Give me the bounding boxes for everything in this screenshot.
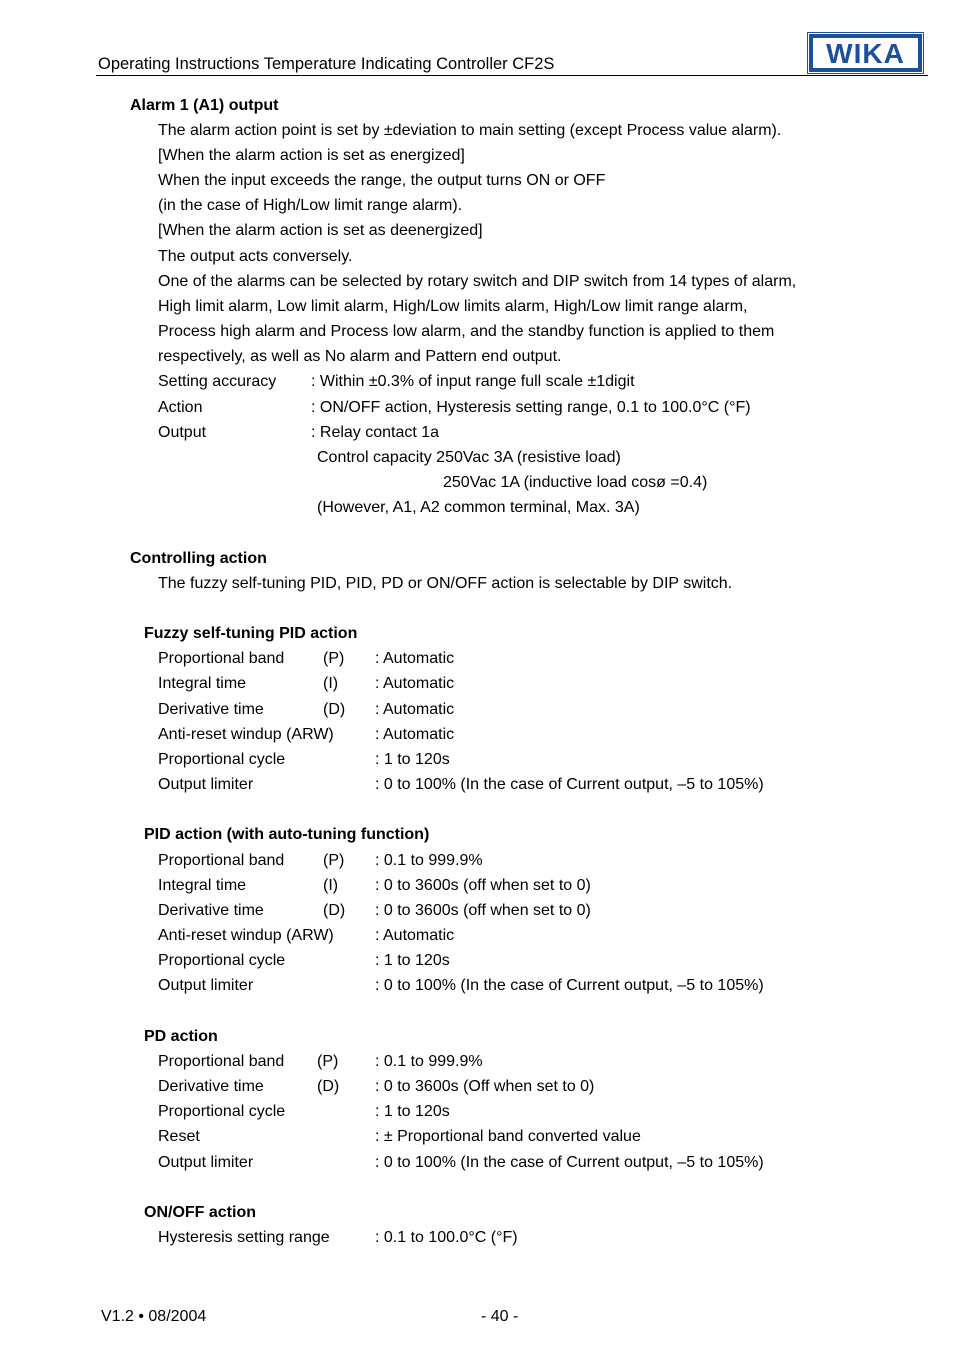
subsection-heading: Fuzzy self-tuning PID action [144,625,358,642]
param-symbol: (P) [323,650,345,667]
param-value: : 0.1 to 999.9% [375,1053,483,1070]
param-value: : Automatic [375,650,455,667]
param-symbol: (I) [323,675,339,692]
param-value: : 0 to 3600s (Off when set to 0) [375,1078,595,1095]
param-value: : 0 to 100% (In the case of Current output, –5 to 105%) [375,776,764,793]
param-label: Output limiter [158,977,254,994]
paragraph-line: High limit alarm, Low limit alarm, High/Low limits alarm, High/Low limit range alarm, [158,298,748,315]
paragraph-line: (in the case of High/Low limit range alarm). [158,197,463,214]
section-heading: Alarm 1 (A1) output [130,97,279,114]
paragraph-line: [When the alarm action is set as energized] [158,147,465,164]
param-symbol: (P) [317,1053,339,1070]
param-value: : 1 to 120s [375,1103,450,1120]
subsection-heading: ON/OFF action [144,1204,256,1221]
svg-text:WIKA: WIKA [826,38,905,69]
param-value: : 0.1 to 999.9% [375,852,483,869]
param-value: : 0 to 100% (In the case of Current output, –5 to 105%) [375,1154,764,1171]
param-label: Derivative time [158,1078,264,1095]
param-symbol: (D) [323,701,346,718]
param-value: : Automatic [375,726,455,743]
param-label: Integral time [158,675,247,692]
param-value: : 0 to 3600s (off when set to 0) [375,877,591,894]
paragraph-line: The output acts conversely. [158,248,353,265]
param-label: Proportional cycle [158,751,286,768]
spec-label: Output [158,424,207,441]
section-heading: Controlling action [130,550,267,567]
param-value: : 0 to 100% (In the case of Current output, –5 to 105%) [375,977,764,994]
param-value: : Automatic [375,927,455,944]
footer-version: V1.2 • 08/2004 [101,1308,207,1325]
spec-value: : Relay contact 1a [311,424,440,441]
param-label: Proportional band [158,1053,285,1070]
param-symbol: (D) [323,902,346,919]
param-label: Output limiter [158,776,254,793]
spec-value: Control capacity 250Vac 3A (resistive load) [317,449,621,466]
param-label: Hysteresis setting range [158,1229,330,1246]
spec-label: Action [158,399,203,416]
param-label: Proportional band [158,650,285,667]
paragraph-line: The alarm action point is set by ±deviation to main setting (except Process value alarm). [158,122,782,139]
param-symbol: (P) [323,852,345,869]
header-title: Operating Instructions Temperature Indicating Controller CF2S [98,55,555,73]
spec-value: : Within ±0.3% of input range full scale ±1digit [311,373,635,390]
paragraph-line: Process high alarm and Process low alarm, and the standby function is applied to them [158,323,775,340]
paragraph-line: One of the alarms can be selected by rotary switch and DIP switch from 14 types of alarm, [158,273,797,290]
param-value: : 0 to 3600s (off when set to 0) [375,902,591,919]
param-symbol: (D) [317,1078,340,1095]
param-value: : 0.1 to 100.0°C (°F) [375,1229,518,1246]
param-label: Reset [158,1128,200,1145]
footer-page-number: - 40 - [481,1308,519,1325]
wika-logo [807,32,924,74]
spec-value: 250Vac 1A (inductive load cosø =0.4) [443,474,708,491]
param-label: Anti-reset windup (ARW) [158,726,334,743]
param-label: Integral time [158,877,247,894]
param-label: Proportional cycle [158,952,286,969]
param-label: Proportional band [158,852,285,869]
paragraph-line: respectively, as well as No alarm and Pattern end output. [158,348,562,365]
param-value: : Automatic [375,675,455,692]
param-label: Output limiter [158,1154,254,1171]
paragraph-line: [When the alarm action is set as deenergized] [158,222,483,239]
subsection-heading: PD action [144,1028,218,1045]
param-label: Anti-reset windup (ARW) [158,927,334,944]
param-value: : Automatic [375,701,455,718]
param-symbol: (I) [323,877,339,894]
subsection-heading: PID action (with auto-tuning function) [144,826,430,843]
spec-value: (However, A1, A2 common terminal, Max. 3A) [317,499,640,516]
header-divider [96,75,928,76]
param-value: : 1 to 120s [375,751,450,768]
param-label: Proportional cycle [158,1103,286,1120]
param-label: Derivative time [158,701,264,718]
spec-label: Setting accuracy [158,373,277,390]
paragraph-line: The fuzzy self-tuning PID, PID, PD or ON/OFF action is selectable by DIP switch. [158,575,733,592]
spec-value: : ON/OFF action, Hysteresis setting range, 0.1 to 100.0°C (°F) [311,399,751,416]
param-value: : ± Proportional band converted value [375,1128,641,1145]
param-label: Derivative time [158,902,264,919]
param-value: : 1 to 120s [375,952,450,969]
paragraph-line: When the input exceeds the range, the output turns ON or OFF [158,172,606,189]
